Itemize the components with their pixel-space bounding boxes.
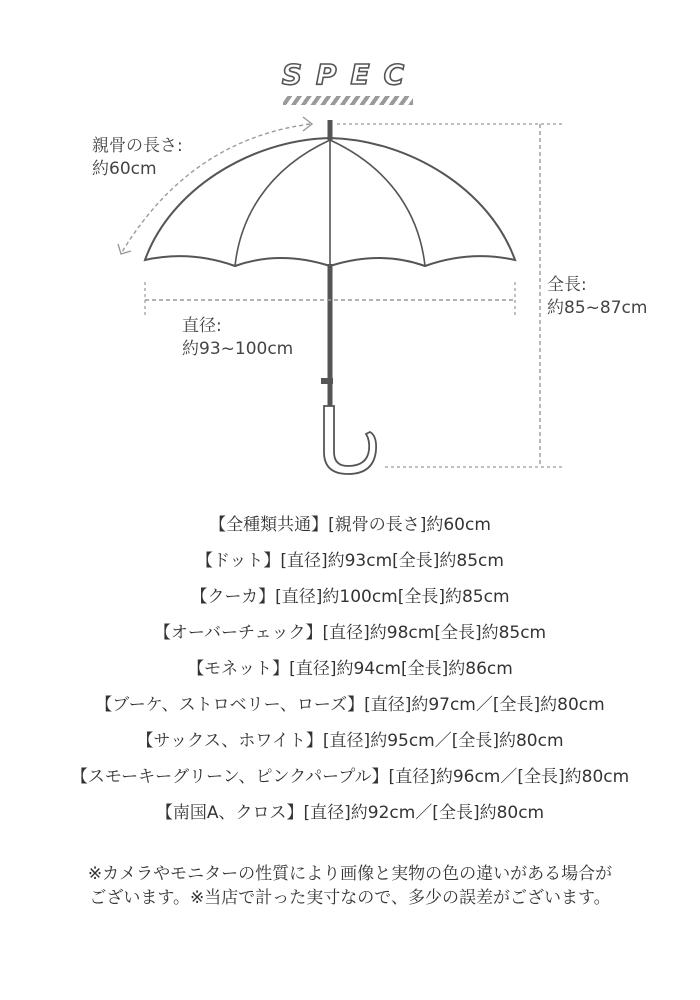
- diameter-value: 約93~100cm: [182, 339, 294, 359]
- spec-list: [0, 507, 700, 831]
- spec-line: 【南国A、クロス】[直径]約92cm／[全長]約80cm: [155, 803, 545, 823]
- spec-heading: SPEC: [281, 58, 419, 91]
- diameter-title: 直径:: [182, 316, 222, 336]
- spec-line: 【オーバーチェック】[直径]約98cm[全長]約85cm: [153, 623, 547, 643]
- rib-length-label: [92, 135, 183, 181]
- umbrella-tip: [328, 120, 333, 140]
- rib-length-title: 親骨の長さ:: [92, 136, 183, 156]
- disclaimer-note: [0, 862, 700, 910]
- spec-line: 【モネット】[直径]約94cm[全長]約86cm: [187, 659, 513, 679]
- spec-line: 【スモーキーグリーン、ピンクパープル】[直径]約96cm／[全長]約80cm: [70, 767, 630, 787]
- total-length-label: [547, 274, 647, 320]
- total-length-title: 全長:: [547, 275, 587, 295]
- spec-line: 【全種類共通】[親骨の長さ]約60cm: [209, 515, 491, 535]
- rib-length-value: 約60cm: [92, 159, 157, 179]
- umbrella-shaft: [328, 264, 333, 406]
- disclaimer-line: ございます。※当店で計った実寸なので、多少の誤差がございます。: [89, 888, 611, 908]
- spec-line: 【クーカ】[直径]約100cm[全長]約85cm: [190, 587, 510, 607]
- spec-line: 【サックス、ホワイト】[直径]約95cm／[全長]約80cm: [136, 731, 564, 751]
- spec-line: 【ドット】[直径]約93cm[全長]約85cm: [196, 551, 504, 571]
- total-length-value: 約85~87cm: [547, 298, 648, 318]
- disclaimer-line: ※カメラやモニターの性質により画像と実物の色の違いがある場合が: [87, 864, 613, 884]
- umbrella-runner: [321, 378, 333, 384]
- spec-line: 【ブーケ、ストロベリー、ローズ】[直径]約97cm／[全長]約80cm: [95, 695, 605, 715]
- diameter-label: [182, 315, 293, 361]
- umbrella-handle: [324, 406, 376, 474]
